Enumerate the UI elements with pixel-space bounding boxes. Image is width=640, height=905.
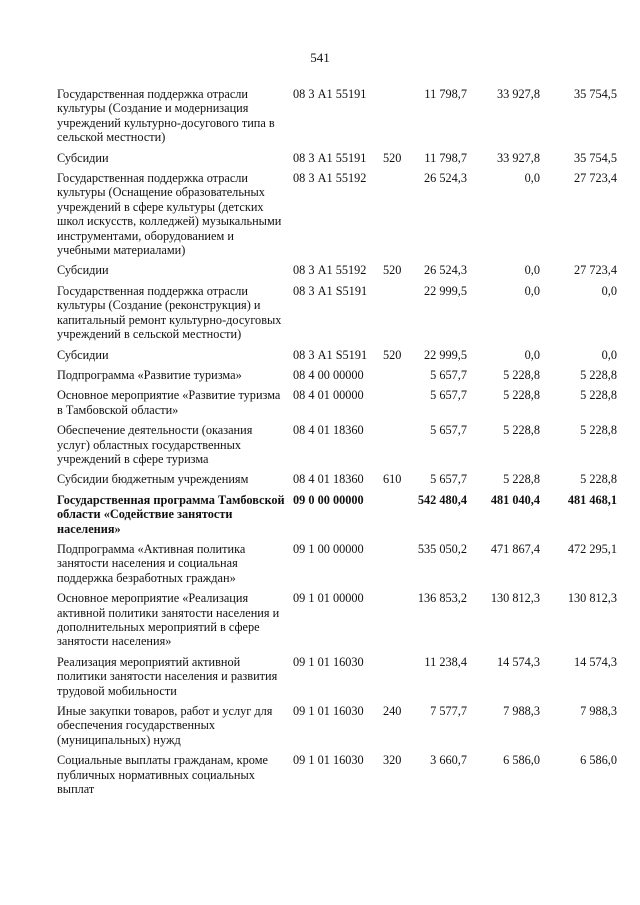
row-value-1: 11 798,7 bbox=[424, 87, 467, 101]
row-value-3: 35 754,5 bbox=[573, 150, 617, 165]
row-value-1: 3 660,7 bbox=[430, 753, 467, 768]
row-value-3: 5 228,8 bbox=[580, 388, 617, 403]
row-value-3: 472 295,1 bbox=[567, 541, 617, 556]
table-row-program-total bbox=[57, 493, 617, 536]
row-value-2: 33 927,8 bbox=[496, 87, 540, 101]
row-value-2: 7 988,3 bbox=[503, 704, 540, 719]
row-value-2: 130 812,3 bbox=[490, 591, 540, 606]
row-value-2: 6 586,0 bbox=[503, 753, 540, 768]
row-value-2: 0,0 bbox=[524, 347, 540, 362]
row-vr: 520 bbox=[383, 263, 402, 278]
row-value-1: 5 657,7 bbox=[430, 388, 467, 403]
row-value-1: 535 050,2 bbox=[417, 541, 467, 556]
page-number: 541 bbox=[310, 50, 330, 65]
row-value-1: 5 657,7 bbox=[430, 423, 467, 438]
row-value-1: 11 798,7 bbox=[424, 150, 467, 165]
table-row bbox=[57, 87, 617, 145]
row-value-1: 5 657,7 bbox=[430, 472, 467, 487]
row-code: 08 3 А1 55192 bbox=[293, 171, 367, 186]
table-row bbox=[57, 171, 617, 257]
row-value-1: 5 657,7 bbox=[430, 367, 467, 382]
row-value-3: 35 754,5 bbox=[573, 87, 617, 101]
row-value-3: 27 723,4 bbox=[573, 171, 617, 186]
table-row bbox=[57, 368, 617, 382]
row-value-1: 22 999,5 bbox=[423, 347, 467, 362]
row-name: Субсидии bbox=[57, 263, 109, 278]
row-code: 09 0 00 00000 bbox=[293, 492, 364, 507]
row-code: 09 1 00 00000 bbox=[293, 541, 364, 556]
row-name: Субсидии bbox=[57, 347, 109, 362]
row-code: 08 3 А1 55192 bbox=[293, 263, 367, 278]
row-vr: 520 bbox=[383, 347, 402, 362]
row-name: Государственная поддержка отрасли культуры (Создание и модернизация учреждений культурно-досугового типа в сельской местности) bbox=[57, 87, 275, 145]
row-value-3: 481 468,1 bbox=[567, 492, 617, 507]
row-value-2: 14 574,3 bbox=[496, 654, 540, 669]
row-value-1: 22 999,5 bbox=[423, 283, 467, 298]
row-code: 08 4 00 00000 bbox=[293, 367, 364, 382]
row-vr: 520 bbox=[383, 150, 402, 165]
table-row bbox=[57, 591, 617, 649]
row-value-2: 5 228,8 bbox=[503, 367, 540, 382]
row-name: Субсидии bbox=[57, 150, 109, 165]
row-name: Государственная поддержка отрасли культуры (Оснащение образовательных учреждений в сфере культуры (детских школ искусств, колледжей) музыкальными инструментами, оборудованием и учебными материалами) bbox=[57, 171, 282, 258]
row-value-2: 33 927,8 bbox=[496, 150, 540, 165]
table-row bbox=[57, 348, 617, 362]
row-value-2: 5 228,8 bbox=[503, 423, 540, 438]
row-code: 08 4 01 18360 bbox=[293, 423, 364, 438]
row-value-1: 11 238,4 bbox=[424, 654, 467, 669]
row-value-3: 5 228,8 bbox=[580, 367, 617, 382]
row-code: 09 1 01 16030 bbox=[293, 654, 364, 669]
row-name: Основное мероприятие «Развитие туризма в Тамбовской области» bbox=[57, 388, 281, 417]
row-value-3: 5 228,8 bbox=[580, 472, 617, 487]
row-name: Государственная поддержка отрасли культуры (Создание (реконструкция) и капитальный ремонт культурно-досуговых учреждений в сельской местности) bbox=[57, 283, 282, 342]
table-row bbox=[57, 472, 617, 486]
row-vr: 240 bbox=[383, 704, 402, 719]
row-code: 08 3 А1 55191 bbox=[293, 87, 367, 101]
row-value-1: 542 480,4 bbox=[417, 492, 467, 507]
row-value-3: 0,0 bbox=[601, 283, 617, 298]
row-name: Реализация мероприятий активной политики занятости населения и развития трудовой мобильности bbox=[57, 654, 278, 698]
budget-table bbox=[57, 87, 617, 796]
row-code: 08 3 А1 S5191 bbox=[293, 283, 368, 298]
row-value-3: 6 586,0 bbox=[580, 753, 617, 768]
table-row bbox=[57, 423, 617, 466]
table-row bbox=[57, 753, 617, 796]
row-code: 08 3 А1 S5191 bbox=[293, 347, 368, 362]
table-row bbox=[57, 655, 617, 698]
row-value-1: 26 524,3 bbox=[423, 263, 467, 278]
row-name: Иные закупки товаров, работ и услуг для обеспечения государственных (муниципальных) нужд bbox=[57, 704, 273, 747]
row-name: Подпрограмма «Активная политика занятости населения и социальная поддержка безработных граждан» bbox=[57, 541, 246, 585]
row-code: 09 1 01 16030 bbox=[293, 753, 364, 768]
table-row bbox=[57, 704, 617, 747]
row-code: 08 4 01 00000 bbox=[293, 388, 364, 403]
row-code: 08 4 01 18360 bbox=[293, 472, 364, 487]
table-row bbox=[57, 388, 617, 417]
row-value-1: 7 577,7 bbox=[430, 704, 467, 719]
table-row bbox=[57, 542, 617, 585]
row-value-2: 5 228,8 bbox=[503, 472, 540, 487]
row-value-2: 5 228,8 bbox=[503, 388, 540, 403]
row-value-3: 14 574,3 bbox=[573, 654, 617, 669]
row-value-3: 5 228,8 bbox=[580, 423, 617, 438]
table-row bbox=[57, 151, 617, 165]
row-value-2: 471 867,4 bbox=[490, 541, 540, 556]
row-name: Государственная программа Тамбовской области «Содействие занятости населения» bbox=[57, 492, 285, 536]
row-name: Обеспечение деятельности (оказания услуг) областных государственных учреждений в сфере туризма bbox=[57, 423, 253, 466]
row-value-2: 0,0 bbox=[524, 283, 540, 298]
row-name: Подпрограмма «Развитие туризма» bbox=[57, 367, 242, 382]
row-value-2: 481 040,4 bbox=[490, 492, 540, 507]
row-vr: 320 bbox=[383, 753, 402, 768]
row-name: Социальные выплаты гражданам, кроме публичных нормативных социальных выплат bbox=[57, 753, 268, 797]
row-value-3: 27 723,4 bbox=[573, 263, 617, 278]
row-value-1: 26 524,3 bbox=[423, 171, 467, 186]
row-name: Основное мероприятие «Реализация активной политики занятости населения и дополнительных мероприятий в сфере занятости населения» bbox=[57, 591, 280, 649]
row-value-3: 7 988,3 bbox=[580, 704, 617, 719]
row-code: 08 3 А1 55191 bbox=[293, 150, 367, 165]
row-code: 09 1 01 00000 bbox=[293, 591, 364, 606]
row-value-3: 130 812,3 bbox=[567, 591, 617, 606]
row-value-3: 0,0 bbox=[601, 347, 617, 362]
table-row bbox=[57, 263, 617, 277]
row-value-1: 136 853,2 bbox=[417, 591, 467, 606]
row-code: 09 1 01 16030 bbox=[293, 704, 364, 719]
row-value-2: 0,0 bbox=[524, 263, 540, 278]
row-value-2: 0,0 bbox=[524, 171, 540, 186]
row-name: Субсидии бюджетным учреждениям bbox=[57, 472, 249, 487]
table-row bbox=[57, 284, 617, 342]
row-vr: 610 bbox=[383, 472, 402, 487]
